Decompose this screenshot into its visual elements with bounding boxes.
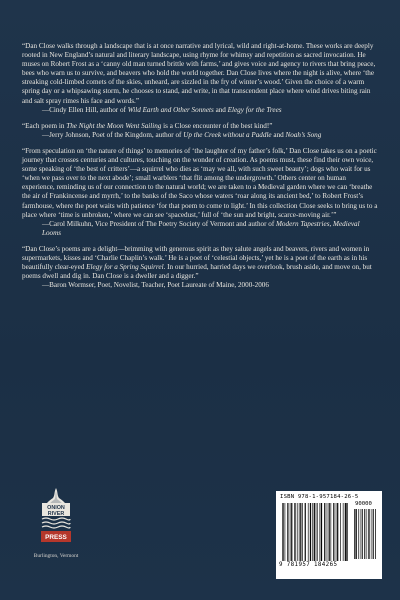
attribution-text: —Cindy Ellen Hill, author of bbox=[42, 105, 128, 114]
blurb-hill bbox=[22, 42, 378, 115]
barcode-stripe bbox=[337, 503, 338, 561]
blurb-attribution bbox=[22, 106, 378, 115]
barcode-stripe bbox=[316, 503, 317, 561]
barcode-stripe bbox=[345, 503, 346, 561]
barcode-stripe bbox=[283, 503, 284, 561]
price-barcode-stripe bbox=[356, 509, 357, 559]
quote-text: “Each poem in bbox=[22, 121, 67, 130]
barcode-stripe bbox=[308, 503, 309, 561]
barcode-stripe bbox=[325, 503, 326, 561]
barcode-stripe bbox=[297, 503, 298, 561]
quote-text: is a Close encounter of the best kind!” bbox=[161, 121, 273, 130]
barcode-stripe bbox=[312, 503, 313, 561]
barcode-stripe bbox=[334, 503, 335, 561]
barcode-stripe bbox=[327, 503, 328, 561]
barcode-stripe bbox=[346, 503, 347, 561]
attribution-text: —Jerry Johnson, Poet of the Kingdom, author of bbox=[42, 130, 184, 139]
blurbs bbox=[22, 42, 378, 297]
blurb-wormser bbox=[22, 245, 378, 290]
logo-line2: RIVER bbox=[47, 511, 65, 517]
barcode-stripe bbox=[302, 503, 303, 561]
price-barcode-stripe bbox=[369, 509, 370, 559]
ean-digits: 9 781957 184265 bbox=[279, 562, 338, 568]
quote-text: “Dan Close’s poems are a delight—brimming with generous spirit as they salute angels and beavers, rivers and women in supermarkets, kisses and ‘Charlie Chaplin’s walk.’ He is a poet of ‘celestial objects,’ yet he is a poet of the earth as in his beautifully clear-eyed bbox=[22, 244, 370, 272]
blurb-johnson bbox=[22, 122, 378, 140]
attribution-work: Elegy for the Trees bbox=[227, 105, 282, 114]
barcode-stripe bbox=[343, 503, 344, 561]
barcode-stripe bbox=[310, 503, 311, 561]
barcode-stripe bbox=[294, 503, 295, 561]
price-barcode-stripe bbox=[358, 509, 359, 559]
price-barcode-stripe bbox=[354, 509, 355, 559]
logo-line3: PRESS bbox=[45, 534, 67, 541]
price-barcode-icon bbox=[354, 509, 378, 561]
barcode-stripe bbox=[340, 503, 341, 561]
blurb-quote: “Dan Close walks through a landscape that is at once narrative and lyrical, wild and right-at-home. These works are deeply rooted in New England’s natural and literary landscape, using rhyme for whimsy and repetition as sacred invocation. He muses on Robert Frost as a ‘canny old man turned brittle with farms,’ and gives voice and agency to rivers that bring peace, bees who warn us to survive, and beavers who hold the world together. Dan Close lives where the night is alive, where ‘the streaking cold-limbed comets of the skies, unheard, are sizzled in the fry of winter’s wood.’ Given the choice of a warm spring day or a whipsawing storm, he chooses to stand, and write, in that transcendent place where wind drives biting rain and salt spray rimes his face and words.” bbox=[22, 42, 376, 105]
price-barcode-stripe bbox=[366, 509, 367, 559]
price-barcode-stripe bbox=[361, 509, 362, 559]
price-barcode-stripe bbox=[375, 509, 376, 559]
barcode-stripe bbox=[287, 503, 288, 561]
barcode-stripe bbox=[324, 503, 325, 561]
barcode-stripe bbox=[317, 503, 318, 561]
onion-river-press-logo-icon bbox=[36, 486, 76, 550]
attribution-work: Modern Tapestries, Medieval Looms bbox=[42, 219, 360, 237]
price-barcode-stripe bbox=[362, 509, 363, 559]
barcode-stripe bbox=[310, 503, 311, 561]
publisher-city: Burlington, Vermont bbox=[33, 553, 79, 559]
barcode-stripe bbox=[285, 503, 286, 561]
barcode-stripe bbox=[331, 503, 332, 561]
blurb-milkuhn bbox=[22, 147, 378, 238]
price-barcode-stripe bbox=[355, 509, 356, 559]
price-barcode-stripe bbox=[373, 509, 374, 559]
price-code: 90000 bbox=[355, 501, 372, 507]
barcode-stripe bbox=[300, 503, 301, 561]
barcode-stripe bbox=[291, 503, 292, 561]
attribution-text: and bbox=[213, 105, 228, 114]
barcode-stripe bbox=[288, 503, 289, 561]
barcode-stripe bbox=[338, 503, 339, 561]
attribution-work: Wild Earth and Other Sonnets bbox=[127, 105, 214, 114]
blurb-attribution bbox=[22, 220, 378, 238]
barcode-stripe bbox=[329, 503, 330, 561]
publisher-logo bbox=[36, 486, 76, 550]
barcode-stripe bbox=[345, 503, 346, 561]
price-barcode-stripe bbox=[372, 509, 373, 559]
barcode-stripe bbox=[336, 503, 337, 561]
barcode-stripe bbox=[347, 503, 348, 561]
blurb-quote bbox=[22, 122, 378, 131]
logo-line1: ONION bbox=[47, 505, 65, 511]
quote-title: The Night the Moon Went Sailing bbox=[66, 121, 162, 130]
barcode-stripe bbox=[295, 503, 296, 561]
publisher-block bbox=[30, 486, 82, 559]
isbn-text: ISBN 978-1-957184-26-5 bbox=[280, 494, 359, 500]
barcode-stripe bbox=[321, 503, 322, 561]
quote-text: . In our hurried, harried days we overlook, brush aside, and move on, but poems dwell and dig in. Dan Close is a dweller and a digger.” bbox=[22, 263, 372, 281]
ean-barcode-icon bbox=[282, 503, 348, 563]
blurb-quote: “From speculation on ‘the nature of things’ to memories of ‘the laughter of my father’s folk,’ Dan Close takes us on a poetic journey that crosses centuries and cultures, touching on the wonder of creation. As poems must, these find their own voice, some speaking of ‘the best of critters’—a squirrel who dies as ‘may we all, with such sweet beauty’; dogs who wait for us ‘when we pass over to the next abode’; small warblers ‘that flit among the undergrowth.’ Others center on human experience, reminding us of our connection to the natural world; we are taken to a Medieval garden where we can ‘breathe the air of Frankincense and myrrh,’ to the banks of the Saco whose waters ‘roar along its ancient bed,’ to Robert Frost’s farmhouse, where the poet waits with patience ‘for that poem to come to light.’ In this collection Close seeks to bring us to a place where ‘time is unbroken,’ where we can see ‘spacedust,’ full of ‘the sun and bright, scarce-moving air.’” bbox=[22, 146, 378, 219]
barcode-stripe bbox=[292, 503, 293, 561]
barcode-stripe bbox=[299, 503, 300, 561]
blurb-attribution bbox=[22, 131, 378, 140]
isbn-barcode bbox=[276, 491, 382, 579]
blurb-quote bbox=[22, 245, 378, 281]
barcode-stripe bbox=[329, 503, 330, 561]
barcode-stripe bbox=[305, 503, 306, 561]
quote-title: Elegy for a Spring Squirrel bbox=[86, 263, 164, 272]
barcode-stripe bbox=[333, 503, 334, 561]
barcode-stripe bbox=[314, 503, 315, 561]
barcode-stripe bbox=[282, 503, 283, 561]
attribution-work: Noah’s Song bbox=[285, 130, 322, 139]
barcode-stripe bbox=[320, 503, 321, 561]
attribution-work: Up the Creek without a Paddle bbox=[183, 130, 272, 139]
attribution-text: —Carol Milkuhn, Vice President of The Poetry Society of Vermont and author of bbox=[42, 219, 276, 228]
price-barcode-stripe bbox=[368, 509, 369, 559]
barcode-stripe bbox=[321, 503, 322, 561]
attribution-text: and bbox=[271, 130, 286, 139]
barcode-stripe bbox=[305, 503, 306, 561]
barcode-stripe bbox=[301, 503, 302, 561]
price-barcode-stripe bbox=[364, 509, 365, 559]
barcode-stripe bbox=[314, 503, 315, 561]
blurb-attribution: —Baron Wormser, Poet, Novelist, Teacher, Poet Laureate of Maine, 2000-2006 bbox=[42, 281, 269, 290]
barcode-stripe bbox=[290, 503, 291, 561]
